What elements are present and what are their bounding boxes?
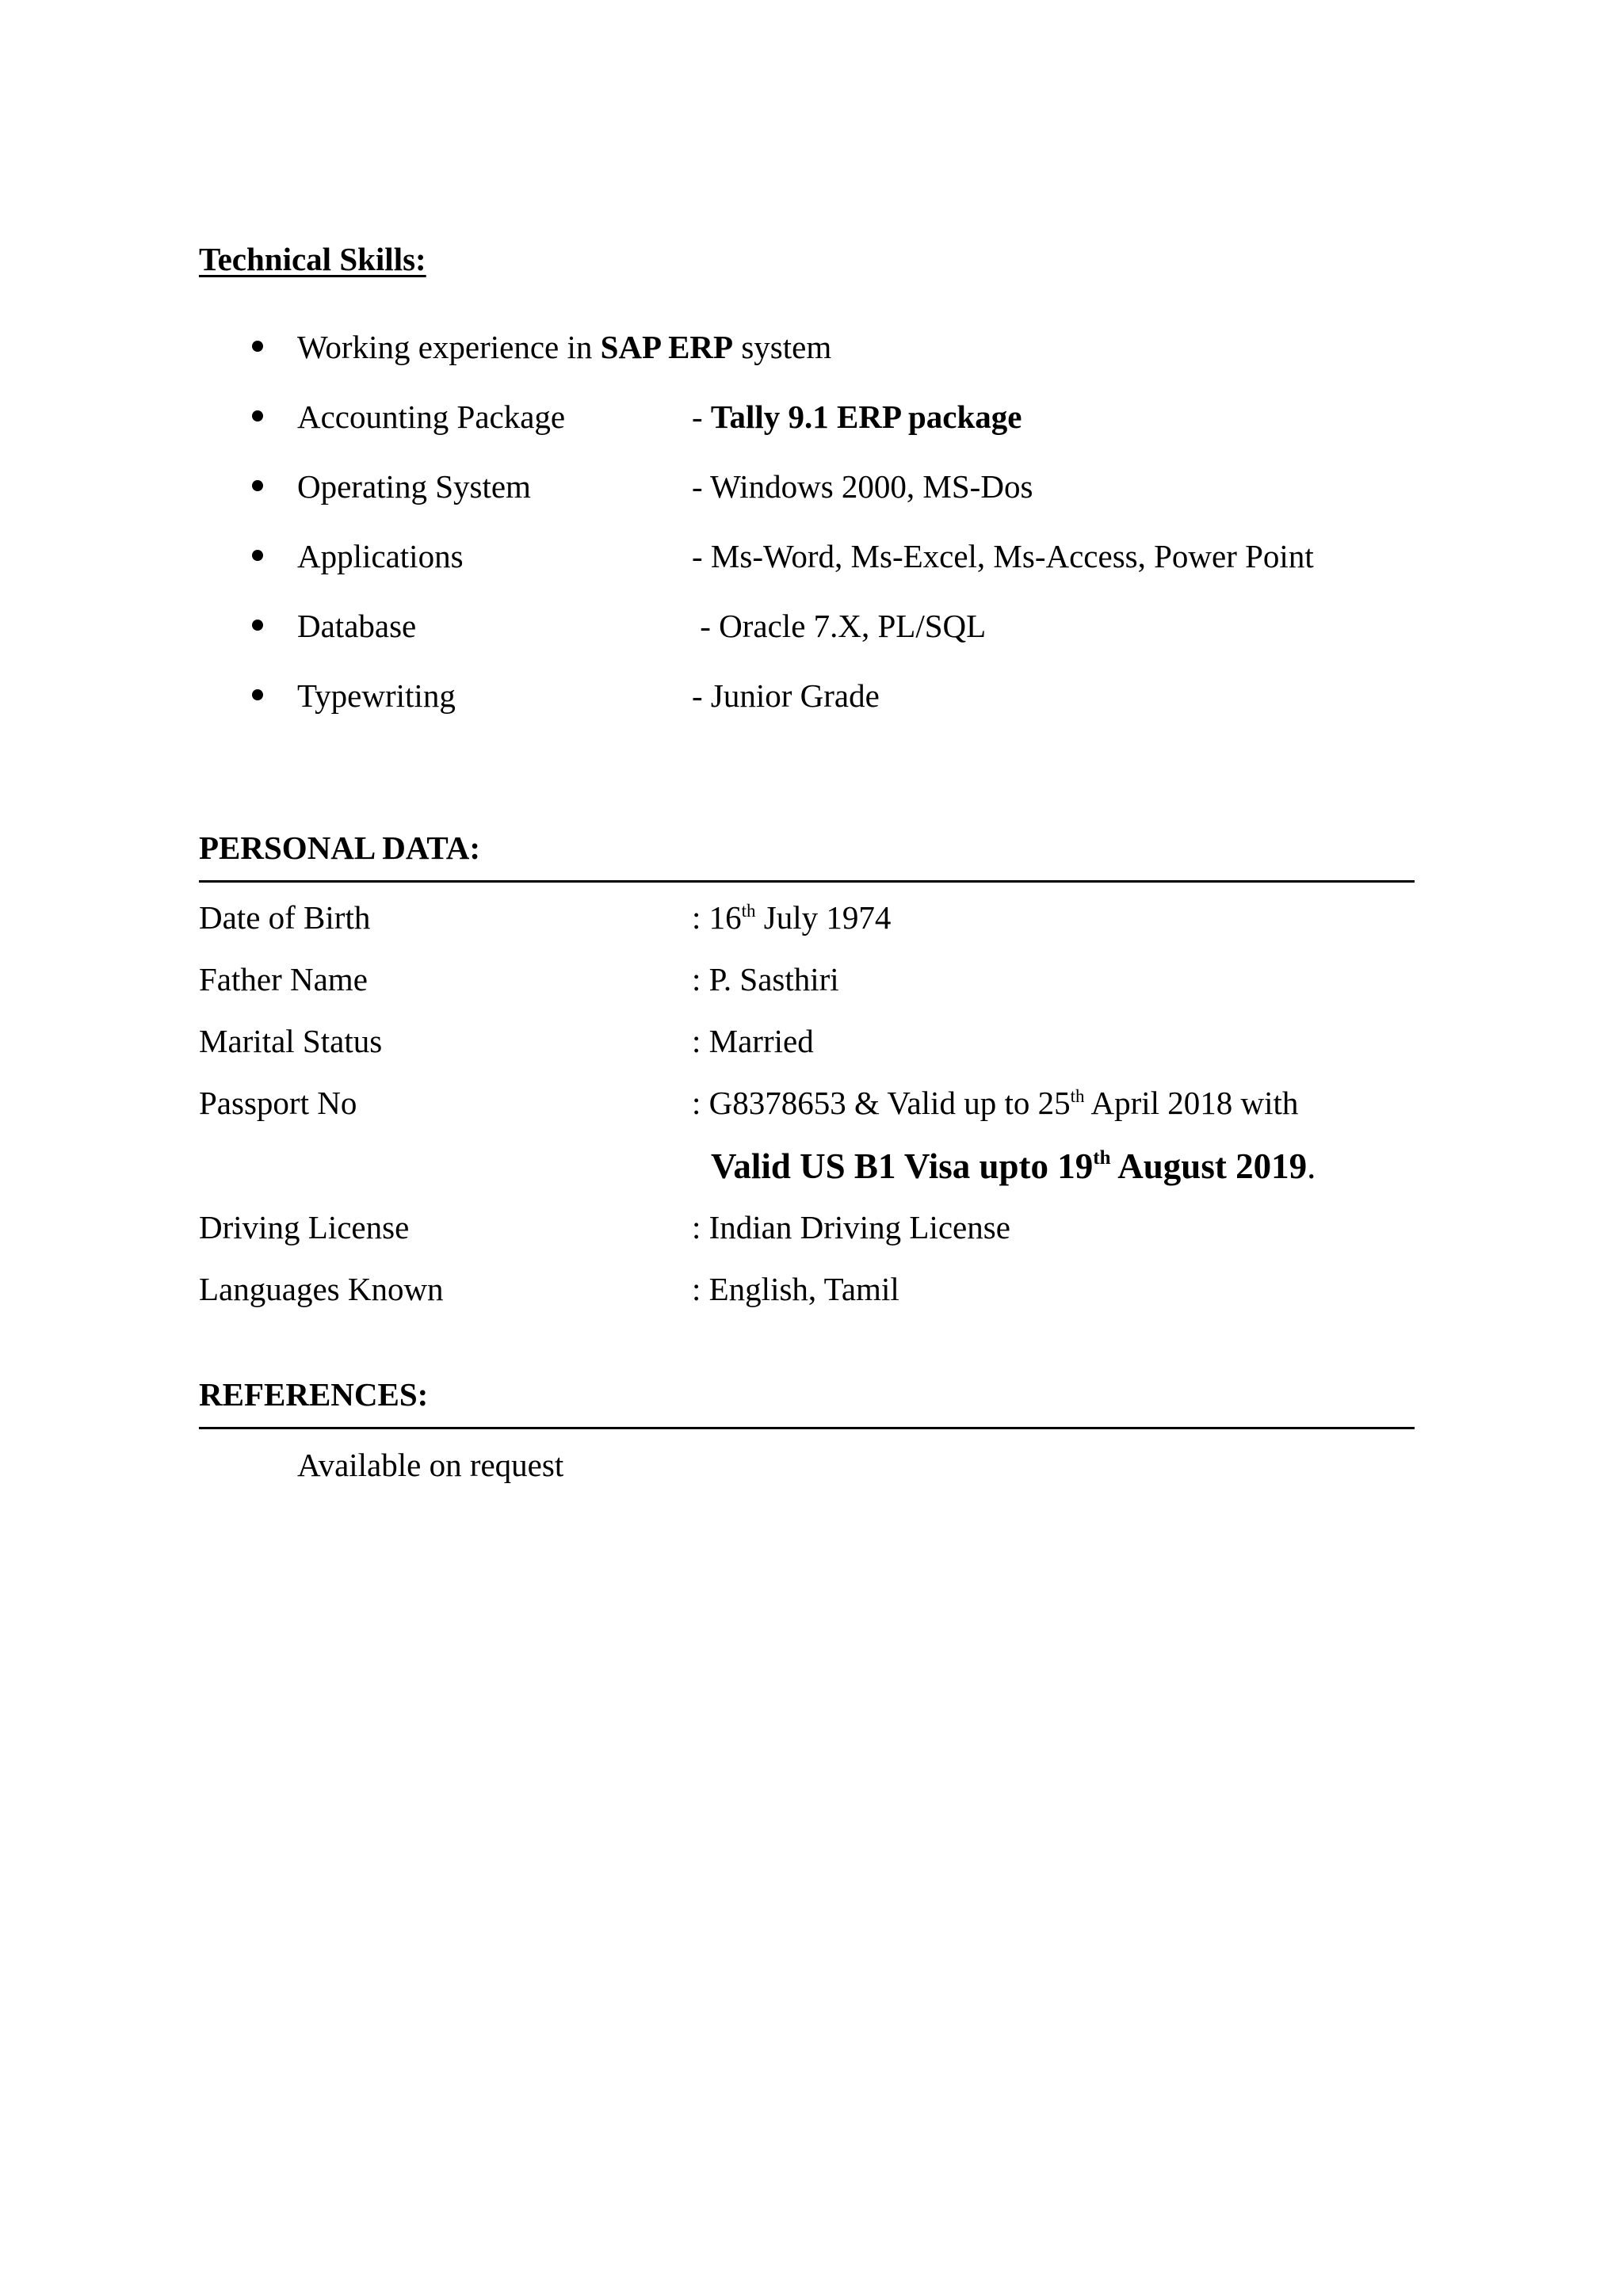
skill-label: Database (297, 608, 417, 644)
languages-value: : English, Tamil (692, 1271, 899, 1307)
visa-line (711, 1146, 1316, 1186)
skill-label: Applications (297, 538, 464, 574)
references-heading: REFERENCES: (199, 1376, 429, 1413)
skill-value (692, 401, 1022, 433)
driving-license-label: Driving License (199, 1209, 410, 1245)
passport-label: Passport No (199, 1085, 357, 1121)
marital-status-value: : Married (692, 1023, 814, 1059)
father-name-label: Father Name (199, 961, 368, 997)
bullet-icon (252, 410, 263, 421)
bullet-icon (252, 550, 263, 561)
section-divider (199, 880, 1415, 883)
skill-label: Accounting Package (297, 399, 566, 435)
visa-suffix: th (1093, 1147, 1111, 1169)
skill-value-bold: Tally 9.1 ERP package (710, 399, 1022, 435)
skill-text: system (733, 329, 832, 365)
skill-item (297, 331, 831, 364)
visa-text-part: alid US B1 Visa upto 19 (733, 1146, 1094, 1186)
dob-label: Date of Birth (199, 899, 371, 936)
skill-label: Operating System (297, 468, 531, 505)
dob-suffix: th (741, 901, 756, 921)
skill-value: - Ms-Word, Ms-Excel, Ms-Access, Power Point (692, 538, 1314, 574)
passport-value (692, 1087, 1298, 1119)
dob-month-year: July 1974 (755, 899, 892, 936)
visa-period: . (1307, 1146, 1316, 1186)
visa-initial: V (711, 1146, 734, 1186)
dob-value (692, 899, 892, 936)
bullet-icon (252, 341, 263, 352)
visa-date: August 2019 (1110, 1146, 1308, 1186)
passport-expiry: April 2018 with (1084, 1085, 1299, 1121)
marital-status-label: Marital Status (199, 1023, 383, 1059)
passport-number: : G8378653 & Valid up to 25 (692, 1085, 1071, 1121)
father-name-value: : P. Sasthiri (692, 961, 839, 997)
languages-label: Languages Known (199, 1271, 444, 1307)
bullet-icon (252, 689, 263, 700)
driving-license-value: : Indian Driving License (692, 1209, 1010, 1245)
skill-label: Typewriting (297, 677, 456, 714)
skill-value: - Oracle 7.X, PL/SQL (692, 608, 987, 644)
section-divider (199, 1427, 1415, 1429)
visa-text (733, 1146, 1307, 1186)
references-text: Available on request (297, 1447, 564, 1483)
bullet-icon (252, 620, 263, 631)
skill-value: - Junior Grade (692, 677, 880, 714)
skill-value: - Windows 2000, MS-Dos (692, 468, 1033, 505)
skill-value-prefix: - (692, 399, 711, 435)
personal-data-heading: PERSONAL DATA: (199, 830, 480, 866)
skill-bold-text: SAP ERP (600, 329, 734, 365)
bullet-icon (252, 480, 263, 491)
skill-text: Working experience in (297, 329, 601, 365)
passport-suffix: th (1070, 1086, 1085, 1106)
dob-day: : 16 (692, 899, 742, 936)
technical-skills-heading: Technical Skills: (199, 241, 426, 277)
